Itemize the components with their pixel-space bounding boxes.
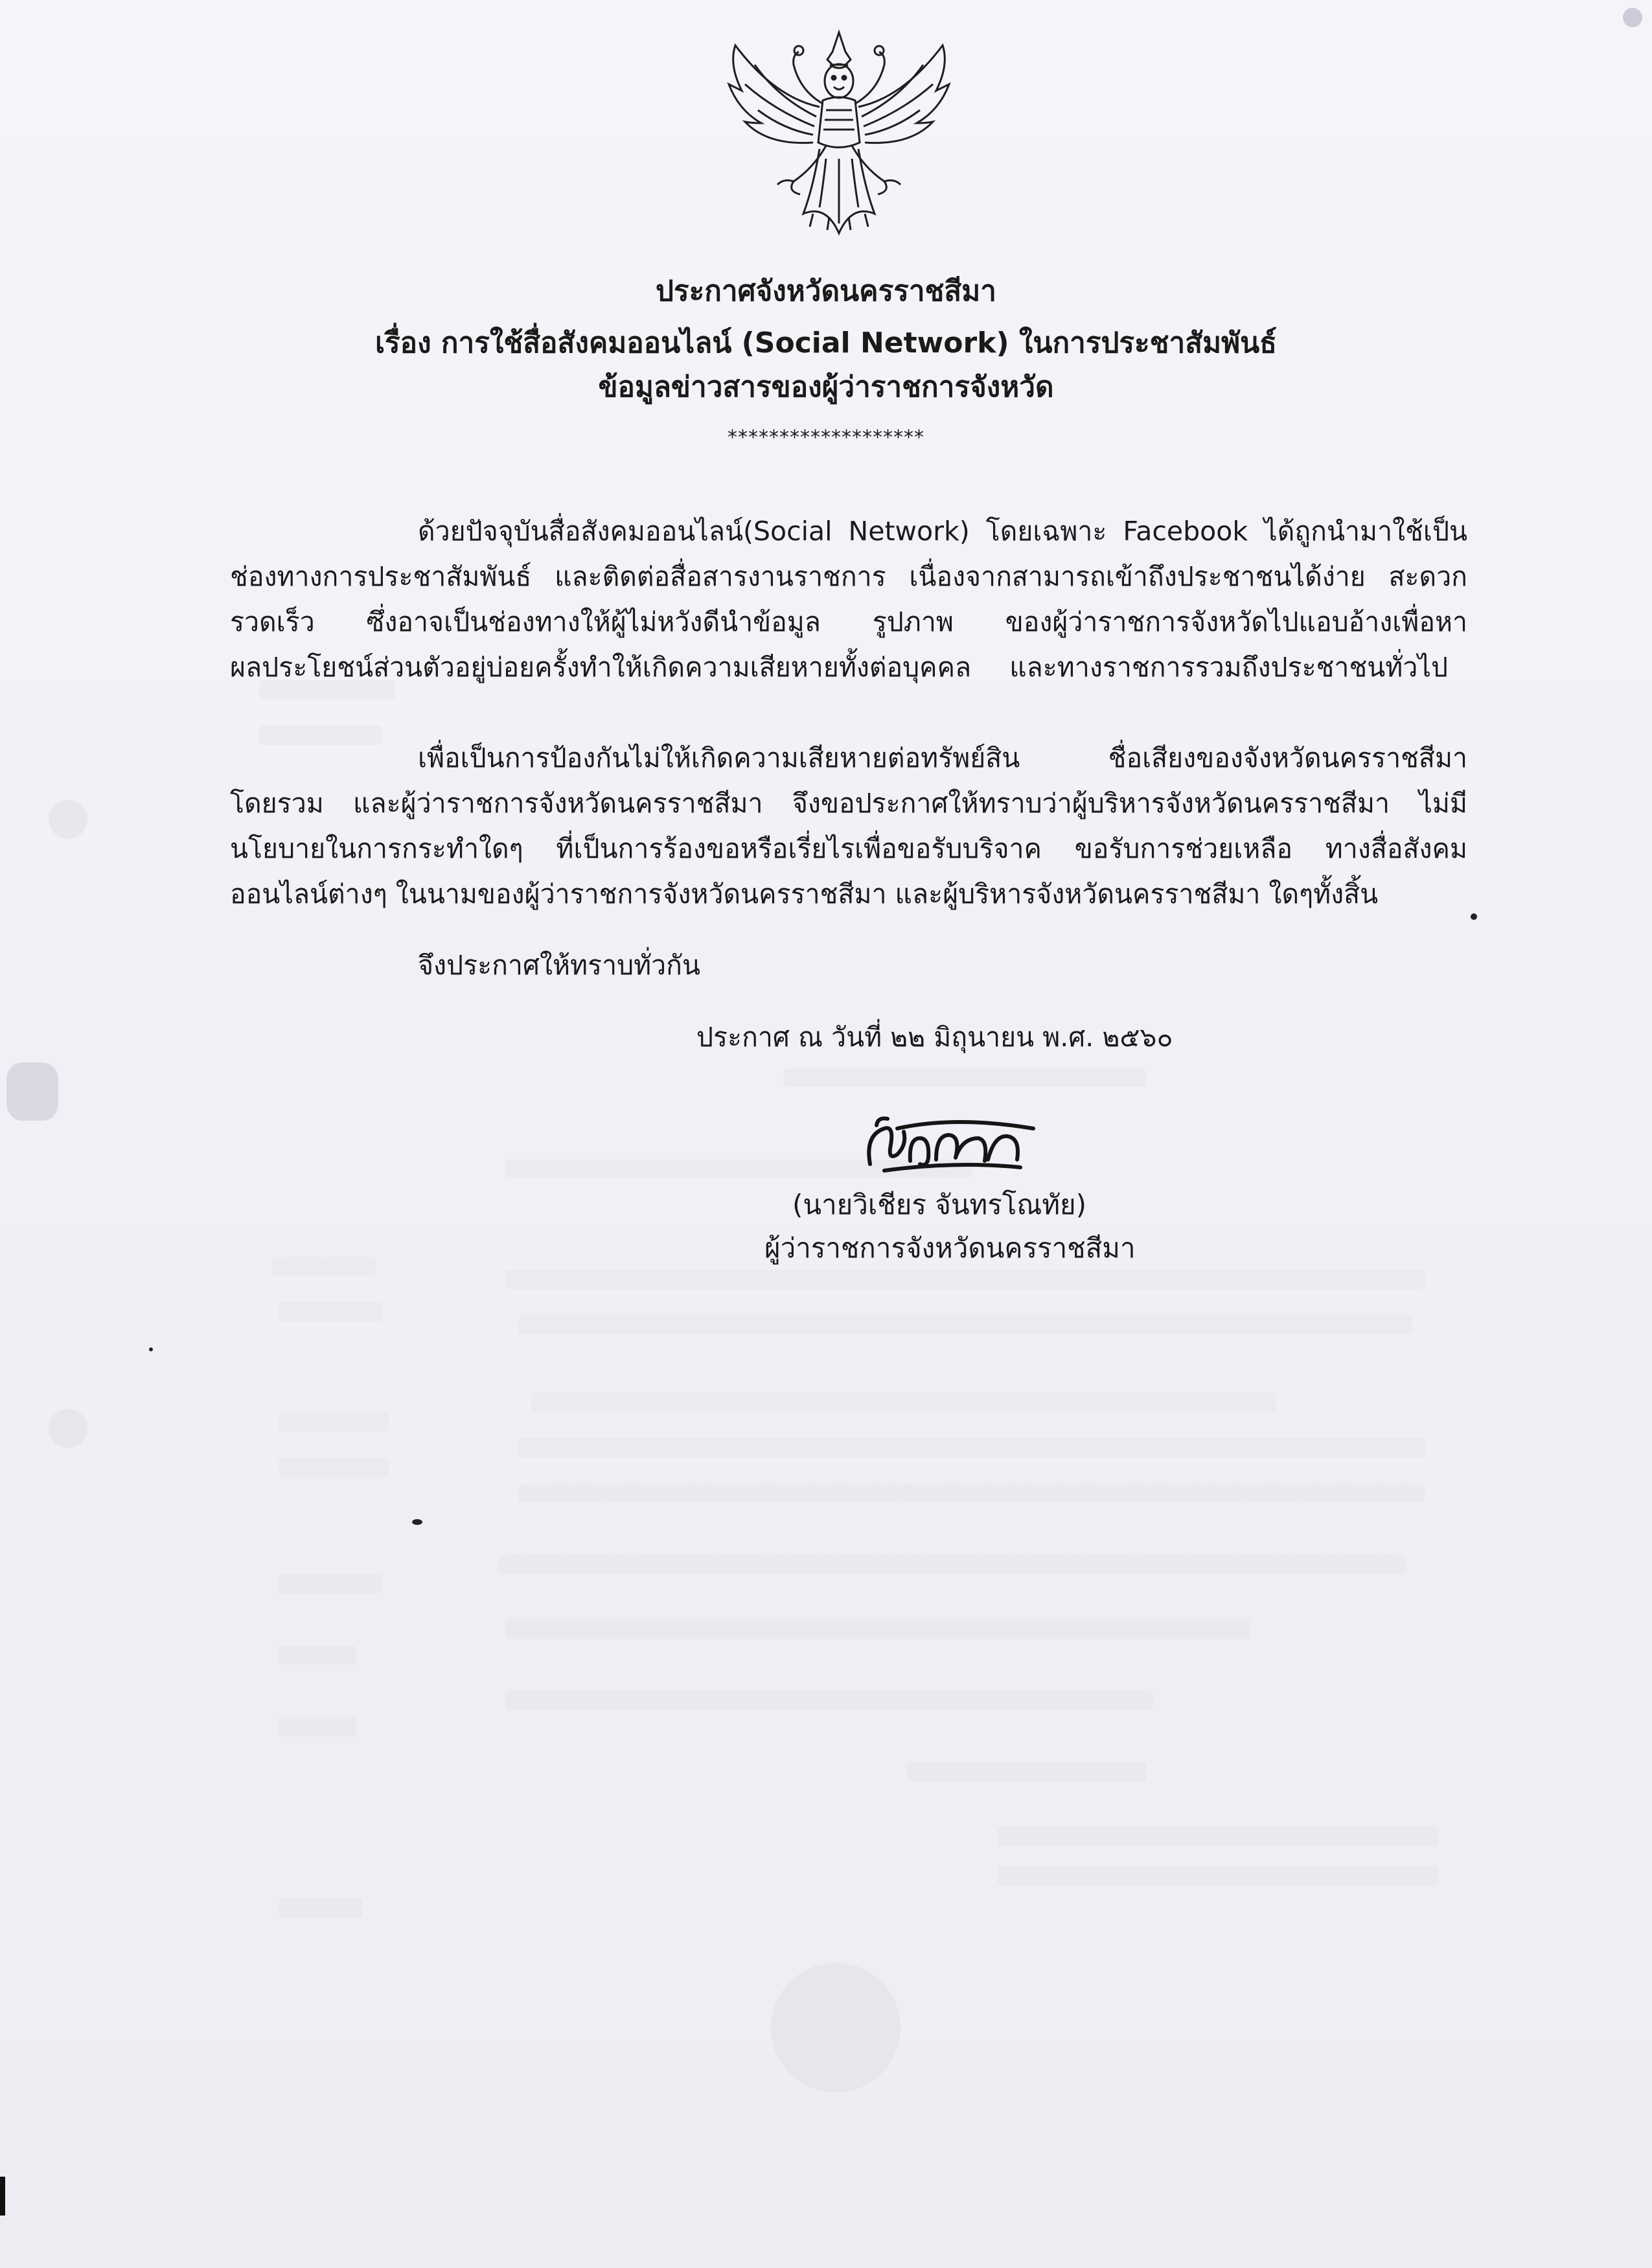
bleed-through-mark xyxy=(279,1717,356,1736)
bleed-through-mark xyxy=(998,1866,1438,1885)
closing-line: จึงประกาศให้ทราบทั่วกัน xyxy=(418,950,701,981)
bleed-through-mark xyxy=(279,1898,363,1918)
signer-name: (นายวิเชียร จันทรโณทัย) xyxy=(792,1189,1087,1220)
paragraph-2-line-3: นโยบายในการกระทำใดๆ ที่เป็นการร้องขอหรือเรี่ยไรเพื่อขอรับบริจาค ขอรับการช่วยเหลือ ทางสื่อสังคม xyxy=(230,833,1467,864)
bleed-through-mark xyxy=(49,1409,87,1448)
bleed-through-mark xyxy=(259,726,382,745)
bleed-through-mark xyxy=(531,1393,1276,1412)
announcement-subject: เรื่อง การใช้สื่อสังคมออนไลน์ (Social Network) ในการประชาสัมพันธ์ xyxy=(374,326,1278,360)
paragraph-1-line-3: รวดเร็ว ซึ่งอาจเป็นช่องทางให้ผู้ไม่หวังดีนำข้อมูล รูปภาพ ของผู้ว่าราชการจังหวัดไปแอบอ้างเพื่อหา xyxy=(230,606,1467,637)
bleed-through-mark xyxy=(279,1574,382,1594)
bleed-through-mark xyxy=(518,1483,1425,1503)
bleed-through-mark xyxy=(505,1620,1250,1639)
garuda-emblem-icon xyxy=(716,19,962,240)
bleed-through-mark xyxy=(784,1069,1147,1087)
paragraph-2-line-4: ออนไลน์ต่างๆ ในนามของผู้ว่าราชการจังหวัดนครราชสีมา และผู้บริหารจังหวัดนครราชสีมา ใดๆทั้งสิ้น xyxy=(230,878,1379,910)
signature-icon xyxy=(858,1109,1040,1180)
bleed-through-mark xyxy=(998,1827,1438,1846)
bleed-through-mark xyxy=(907,1762,1147,1781)
paragraph-1-line-2: ช่องทางการประชาสัมพันธ์ และติดต่อสื่อสารงานราชการ เนื่องจากสามารถเข้าถึงประชาชนได้ง่าย สะดวก xyxy=(230,561,1467,592)
bleed-through-mark xyxy=(505,1270,1425,1289)
signer-position: ผู้ว่าราชการจังหวัดนครราชสีมา xyxy=(764,1232,1136,1264)
bleed-through-mark xyxy=(518,1315,1412,1334)
bleed-through-mark xyxy=(279,1645,356,1665)
paragraph-1-line-4: ผลประโยชน์ส่วนตัวอยู่บ่อยครั้งทำให้เกิดความเสียหายทั้งต่อบุคคล และทางราชการรวมถึงประชาชนทั่วไป xyxy=(230,652,1448,683)
bleed-through-mark xyxy=(272,1257,376,1276)
paragraph-2-line-1: เพื่อเป็นการป้องกันไม่ให้เกิดความเสียหายต่อทรัพย์สิน ชื่อเสียงของจังหวัดนครราชสีมา xyxy=(418,742,1467,773)
bleed-through-mark xyxy=(499,1555,1406,1574)
bleed-through-mark xyxy=(279,1302,382,1322)
bleed-through-mark xyxy=(279,1458,389,1477)
bleed-through-mark xyxy=(518,1438,1425,1458)
bleed-through-mark xyxy=(505,1691,1153,1710)
scan-edge-mark xyxy=(0,2177,5,2216)
bleed-through-mark xyxy=(279,1412,389,1432)
scan-speck xyxy=(149,1347,153,1351)
header-separator: ******************* xyxy=(728,426,924,449)
scan-speck xyxy=(6,1062,58,1121)
bleed-through-mark xyxy=(771,1963,901,2092)
paragraph-2-line-2: โดยรวม และผู้ว่าราชการจังหวัดนครราชสีมา จึงขอประกาศให้ทราบว่าผู้บริหารจังหวัดนครราชสีมา ไม่มี xyxy=(230,788,1467,819)
announcement-date: ประกาศ ณ วันที่ ๒๒ มิถุนายน พ.ศ. ๒๕๖๐ xyxy=(696,1022,1173,1053)
scan-speck xyxy=(412,1519,422,1525)
paragraph-1-line-1: ด้วยปัจจุบันสื่อสังคมออนไลน์(Social Network) โดยเฉพาะ Facebook ได้ถูกนำมาใช้เป็น xyxy=(418,516,1467,547)
announcement-subject-line2: ข้อมูลข่าวสารของผู้ว่าราชการจังหวัด xyxy=(598,371,1054,404)
bleed-through-mark xyxy=(49,800,87,839)
announcement-title: ประกาศจังหวัดนครราชสีมา xyxy=(656,275,996,308)
scan-speck xyxy=(1623,8,1642,27)
scan-speck xyxy=(1471,913,1477,920)
